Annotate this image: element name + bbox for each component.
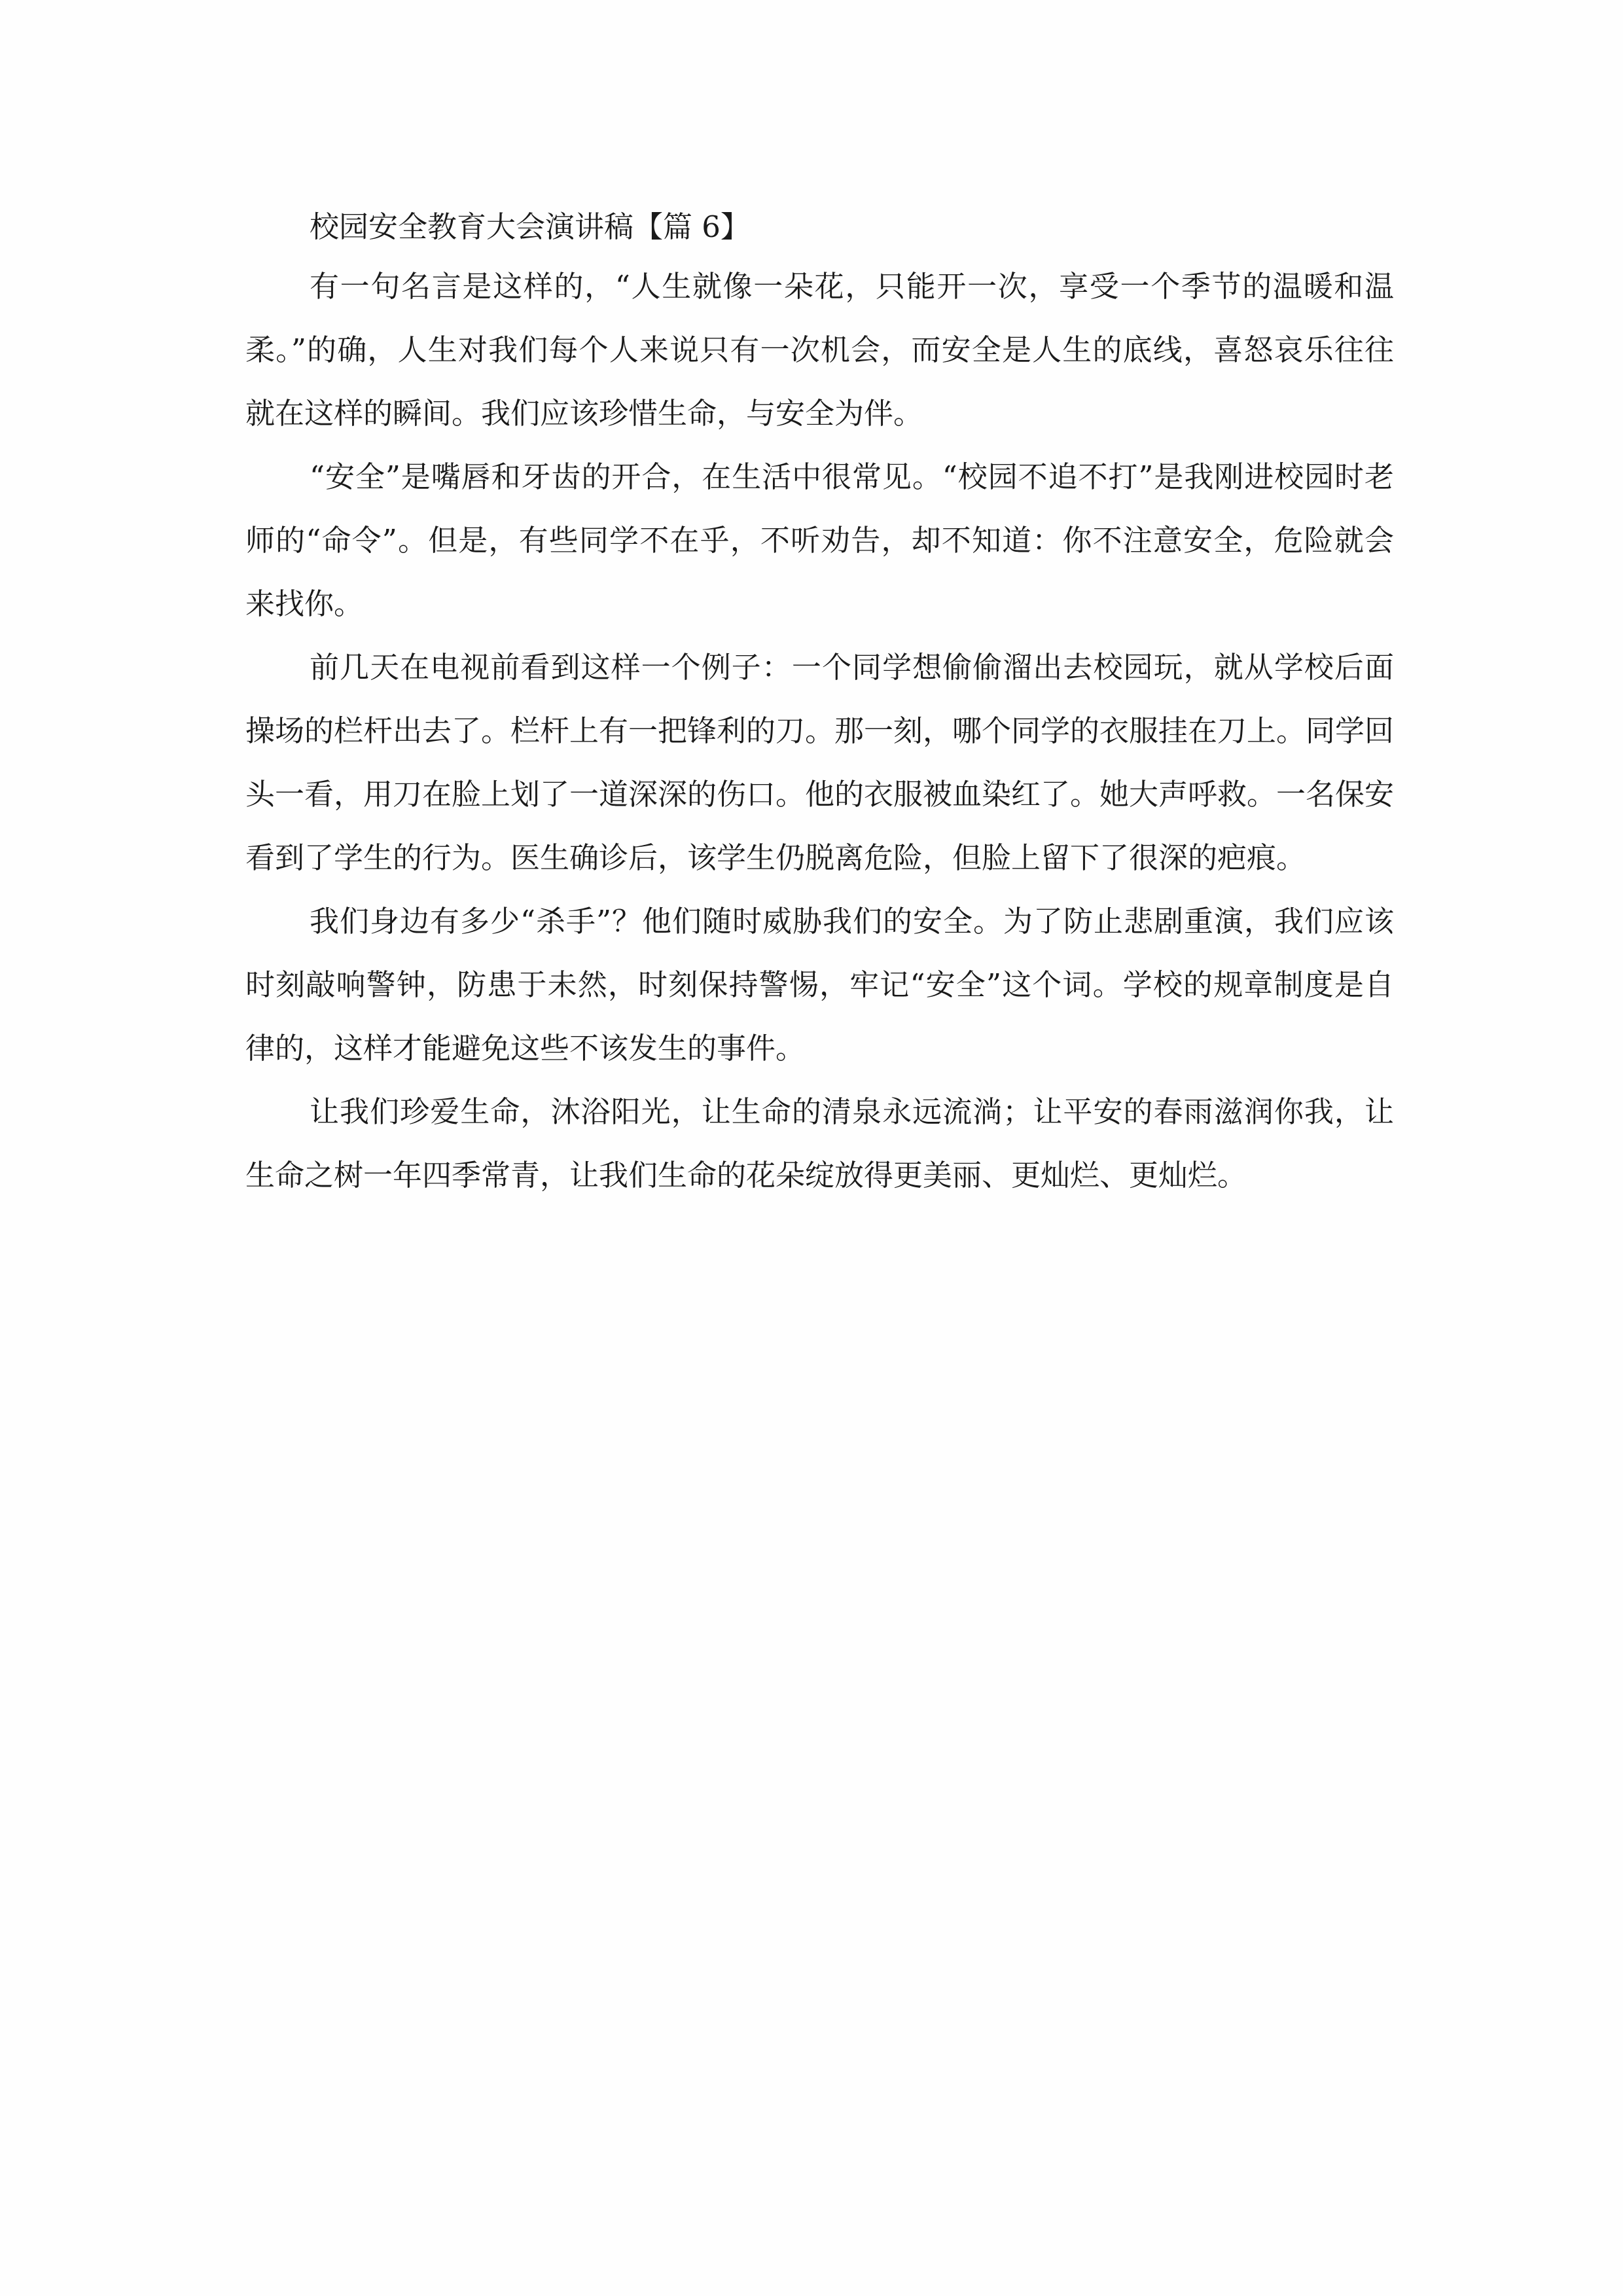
paragraph-4: 我们身边有多少“杀手”？他们随时威胁我们的安全。为了防止悲剧重演，我们应该时刻敲响警钟，防患于未然，时刻保持警惕，牢记“安全”这个词。学校的规章制度是自律的，这样才能避免这些不该发生的事件。	[245, 904, 1394, 1066]
paragraph-5: 让我们珍爱生命，沐浴阳光，让生命的清泉永远流淌；让平安的春雨滋润你我，让生命之树一年四季常青，让我们生命的花朵绽放得更美丽、更灿烂、更灿烂。	[245, 1094, 1394, 1193]
document-body	[245, 200, 1394, 1207]
document-title: 校园安全教育大会演讲稿【篇 6】	[310, 209, 750, 244]
paragraph-2: “安全”是嘴唇和牙齿的开合，在生活中很常见。“校园不追不打”是我刚进校园时老师的“命令”。但是，有些同学不在乎，不听劝告，却不知道：你不注意安全，危险就会来找你。	[245, 459, 1394, 621]
paragraph-3: 前几天在电视前看到这样一个例子：一个同学想偷偷溜出去校园玩，就从学校后面操场的栏杆出去了。栏杆上有一把锋利的刀。那一刻，哪个同学的衣服挂在刀上。同学回头一看，用刀在脸上划了一道深深的伤口。他的衣服被血染红了。她大声呼救。一名保安看到了学生的行为。医生确诊后，该学生仍脱离危险，但脸上留下了很深的疤痕。	[245, 650, 1395, 875]
paragraph-1: 有一句名言是这样的，“人生就像一朵花，只能开一次，享受一个季节的温暖和温柔。”的确，人生对我们每个人来说只有一次机会，而安全是人生的底线，喜怒哀乐往往就在这样的瞬间。我们应该珍惜生命，与安全为伴。	[245, 269, 1394, 431]
